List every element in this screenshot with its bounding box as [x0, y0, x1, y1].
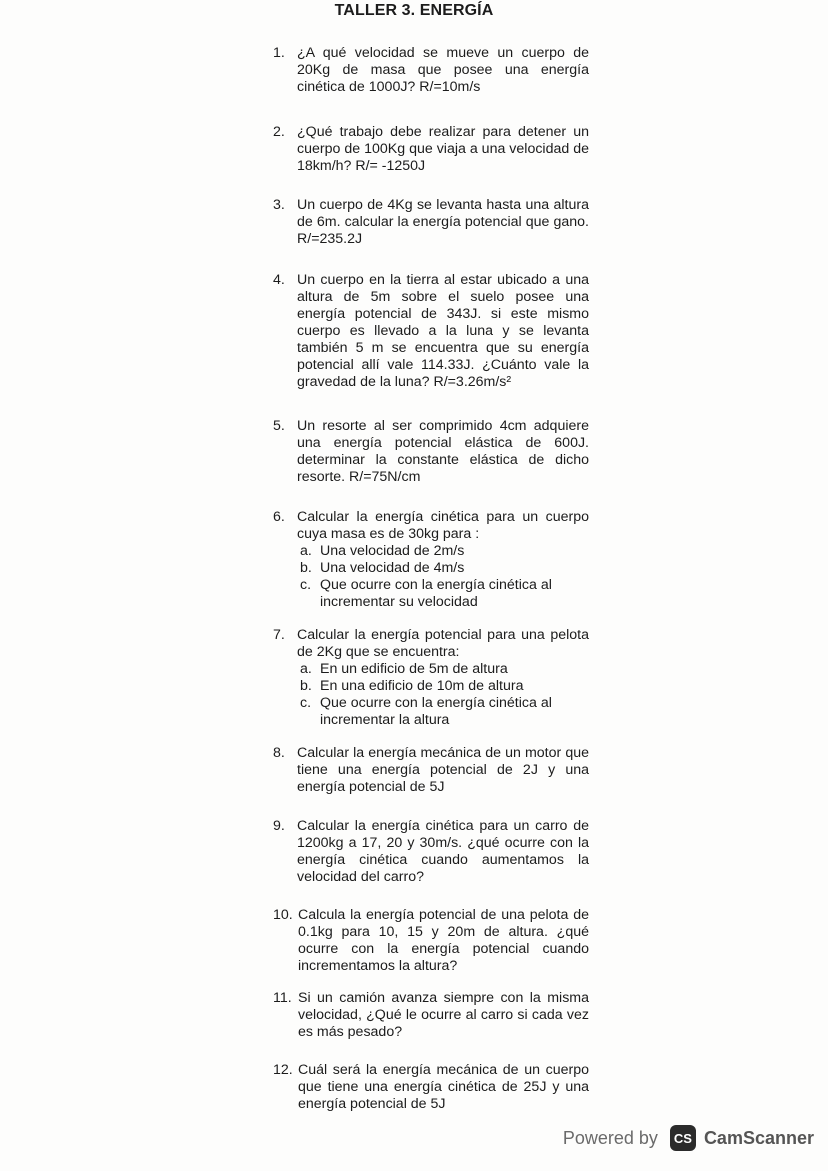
question-11 [273, 990, 589, 1041]
sub-question-letter: a. [300, 543, 312, 559]
question-text: Un resorte al ser comprimido 4cm adquiere una energía potencial elástica de 600J. determinar la constante elástica de dicho resorte. R/=75N/cm [297, 418, 589, 485]
question-9 [273, 818, 589, 886]
camscanner-logo-icon: CS [670, 1125, 696, 1151]
question-2 [273, 124, 589, 175]
sub-question-text: Una velocidad de 4m/s [320, 560, 465, 576]
question-text: Un cuerpo de 4Kg se levanta hasta una altura de 6m. calcular la energía potencial que gano. R/=235.2J [297, 197, 589, 247]
question-6 [273, 509, 589, 611]
page-title: TALLER 3. ENERGÍA [334, 2, 494, 19]
sub-question [273, 543, 589, 560]
question-number: 11. [273, 990, 292, 1006]
question-number: 9. [273, 818, 285, 834]
question-text: Calcular la energía cinética para un carro de 1200kg a 17, 20 y 30m/s. ¿qué ocurre con la energía cinética cuando aumentamos la velocidad del carro? [297, 818, 589, 885]
question-3 [273, 197, 589, 248]
question-text: Un cuerpo en la tierra al estar ubicado a una altura de 5m sobre el suelo posee una energía potencial de 343J. si este mismo cuerpo es llevado a la luna y se levanta también 5 m se encuentra que su energía potencial allí vale 114.33J. ¿Cuánto vale la gravedad de la luna? R/=3.26m/s² [297, 272, 589, 390]
question-number: 5. [273, 418, 285, 434]
sub-question-text: Que ocurre con la energía cinética al incrementar la altura [320, 695, 552, 728]
sub-question [273, 678, 589, 695]
sub-question [273, 560, 589, 577]
question-number: 6. [273, 509, 285, 525]
question-number: 10. [273, 907, 293, 923]
camscanner-brand: CamScanner [703, 1127, 814, 1148]
sub-question-text: En un edificio de 5m de altura [320, 661, 508, 677]
sub-question-list [273, 543, 589, 611]
question-text: Cuál será la energía mecánica de un cuerpo que tiene una energía cinética de 25J y una energía potencial de 5J [298, 1062, 589, 1112]
question-text: Calcular la energía potencial para una pelota de 2Kg que se encuentra: [297, 627, 589, 660]
question-8 [273, 745, 589, 796]
question-text: Si un camión avanza siempre con la misma velocidad, ¿Qué le ocurre al carro si cada vez es más pesado? [298, 990, 589, 1040]
sub-question-letter: b. [300, 678, 312, 694]
question-10 [273, 907, 589, 975]
question-number: 8. [273, 745, 285, 761]
sub-question-text: En una edificio de 10m de altura [320, 678, 524, 694]
sub-question-letter: a. [300, 661, 312, 677]
question-4 [273, 272, 589, 391]
camscanner-watermark [563, 1121, 814, 1155]
sub-question-letter: c. [300, 695, 312, 711]
question-text: ¿A qué velocidad se mueve un cuerpo de 20Kg de masa que posee una energía cinética de 1000J? R/=10m/s [297, 45, 589, 95]
sub-question [273, 577, 589, 611]
question-number: 1. [273, 45, 285, 61]
question-number: 4. [273, 272, 285, 288]
question-7 [273, 627, 589, 729]
powered-by-label: Powered by [562, 1127, 658, 1148]
question-5 [273, 418, 589, 486]
question-number: 3. [273, 197, 285, 213]
question-number: 12. [273, 1062, 293, 1078]
question-12 [273, 1062, 589, 1113]
sub-question-text: Una velocidad de 2m/s [320, 543, 465, 559]
sub-question-list [273, 661, 589, 729]
sub-question [273, 695, 589, 729]
question-number: 7. [273, 627, 285, 643]
question-text: ¿Qué trabajo debe realizar para detener un cuerpo de 100Kg que viaja a una velocidad de 18km/h? R/= -1250J [297, 124, 589, 174]
question-1 [273, 45, 589, 96]
question-text: Calcular la energía mecánica de un motor que tiene una energía potencial de 2J y una energía potencial de 5J [297, 745, 589, 795]
sub-question-letter: b. [300, 560, 312, 576]
question-text: Calcula la energía potencial de una pelota de 0.1kg para 10, 15 y 20m de altura. ¿qué ocurre con la energía potencial cuando incrementamos la altura? [298, 907, 589, 974]
sub-question [273, 661, 589, 678]
sub-question-letter: c. [300, 577, 312, 593]
sub-question-text: Que ocurre con la energía cinética al incrementar su velocidad [320, 577, 552, 610]
question-number: 2. [273, 124, 285, 140]
question-text: Calcular la energía cinética para un cuerpo cuya masa es de 30kg para : [297, 509, 589, 542]
